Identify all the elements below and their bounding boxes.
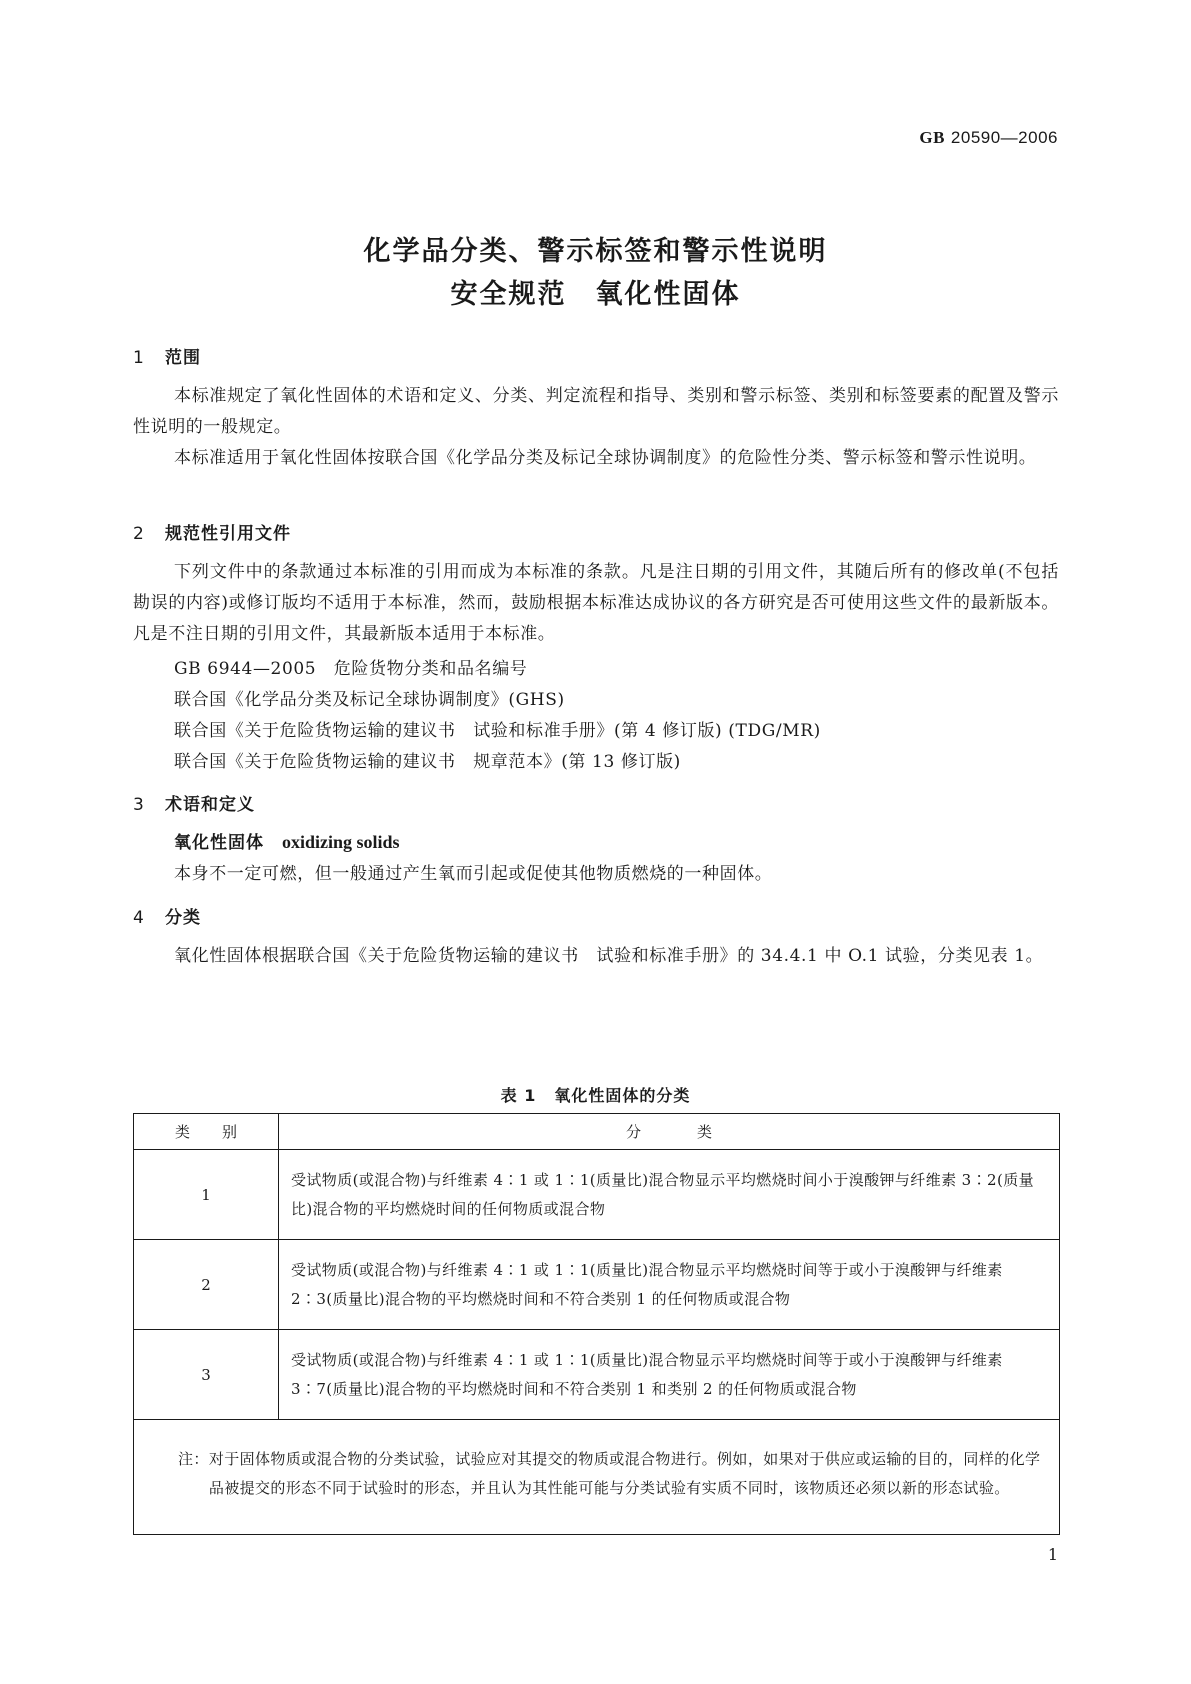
reference-item: GB 6944—2005 危险货物分类和品名编号 [174, 659, 528, 679]
term-entry [174, 828, 400, 853]
table-row [134, 1240, 1060, 1330]
standard-prefix: GB [919, 128, 945, 147]
document-title-line2: 安全规范 氧化性固体 [450, 279, 741, 310]
table-note [134, 1420, 1060, 1535]
classification-table [133, 1113, 1060, 1535]
column-header-category: 类别 [134, 1114, 279, 1150]
reference-item: 联合国《化学品分类及标记全球协调制度》(GHS) [174, 690, 565, 710]
standard-number [919, 128, 1058, 148]
term-chinese: 氧化性固体 [174, 833, 264, 853]
table-note-row [134, 1420, 1060, 1535]
section-heading-terms [133, 790, 255, 815]
paragraph: 本标准规定了氧化性固体的术语和定义、分类、判定流程和指导、类别和警示标签、类别和标签要素的配置及警示性说明的一般规定。 [133, 386, 1059, 437]
standard-code: 20590—2006 [950, 128, 1058, 147]
paragraph: 下列文件中的条款通过本标准的引用而成为本标准的条款。凡是注日期的引用文件，其随后所有的修改单(不包括勘误的内容)或修订版均不适用于本标准，然而，鼓励根据本标准达成协议的各方研究是否可使用这些文件的最新版本。凡是不注日期的引用文件，其最新版本适用于本标准。 [133, 562, 1059, 644]
classification-cell: 受试物质(或混合物)与纤维素 4∶1 或 1∶1(质量比)混合物显示平均燃烧时间等于或小于溴酸钾与纤维素 3∶7(质量比)混合物的平均燃烧时间和不符合类别 1 和类别 2 的任何物质或混合物 [279, 1330, 1060, 1420]
note-text: 对于固体物质或混合物的分类试验，试验应对其提交的物质或混合物进行。例如，如果对于供应或运输的目的，同样的化学品被提交的形态不同于试验时的形态，并且认为其性能可能与分类试验有实质不同时，该物质还必须以新的形态试验。 [208, 1450, 1041, 1497]
table-number: 表 1 [500, 1086, 537, 1105]
section-title: 范围 [165, 348, 201, 368]
section-title: 术语和定义 [165, 795, 255, 815]
classification-cell: 受试物质(或混合物)与纤维素 4∶1 或 1∶1(质量比)混合物显示平均燃烧时间等于或小于溴酸钾与纤维素 2∶3(质量比)混合物的平均燃烧时间和不符合类别 1 的任何物质或混合物 [279, 1240, 1060, 1330]
category-cell: 1 [134, 1150, 279, 1240]
table-caption [0, 1083, 1191, 1106]
category-cell: 2 [134, 1240, 279, 1330]
section-heading-scope [133, 343, 201, 368]
section-number: 3 [133, 795, 145, 815]
term-definition: 本身不一定可燃，但一般通过产生氧而引起或促使其他物质燃烧的一种固体。 [174, 864, 773, 884]
table-row [134, 1330, 1060, 1420]
section-heading-normative-references [133, 519, 291, 544]
section-number: 4 [133, 908, 145, 928]
paragraph: 氧化性固体根据联合国《关于危险货物运输的建议书 试验和标准手册》的 34.4.1 中 O.1 试验，分类见表 1。 [174, 946, 1044, 966]
paragraph: 本标准适用于氧化性固体按联合国《化学品分类及标记全球协调制度》的危险性分类、警示标签和警示性说明。 [174, 448, 1037, 468]
page-number: 1 [1047, 1545, 1058, 1564]
section-title: 规范性引用文件 [165, 524, 291, 544]
note-label: 注： [178, 1450, 209, 1468]
section-title: 分类 [165, 908, 201, 928]
table-row [134, 1150, 1060, 1240]
term-english: oxidizing solids [282, 832, 400, 852]
section-number: 1 [133, 348, 145, 368]
reference-item: 联合国《关于危险货物运输的建议书 规章范本》(第 13 修订版) [174, 752, 681, 772]
category-cell: 3 [134, 1330, 279, 1420]
reference-item: 联合国《关于危险货物运输的建议书 试验和标准手册》(第 4 修订版) (TDG/MR) [174, 721, 821, 741]
classification-cell: 受试物质(或混合物)与纤维素 4∶1 或 1∶1(质量比)混合物显示平均燃烧时间小于溴酸钾与纤维素 3∶2(质量比)混合物的平均燃烧时间的任何物质或混合物 [279, 1150, 1060, 1240]
table-title: 氧化性固体的分类 [554, 1086, 691, 1105]
section-number: 2 [133, 524, 145, 544]
column-header-classification: 分类 [279, 1114, 1060, 1150]
section-heading-classification [133, 903, 201, 928]
document-title-line1: 化学品分类、警示标签和警示性说明 [363, 236, 828, 267]
table-header-row [134, 1114, 1060, 1150]
